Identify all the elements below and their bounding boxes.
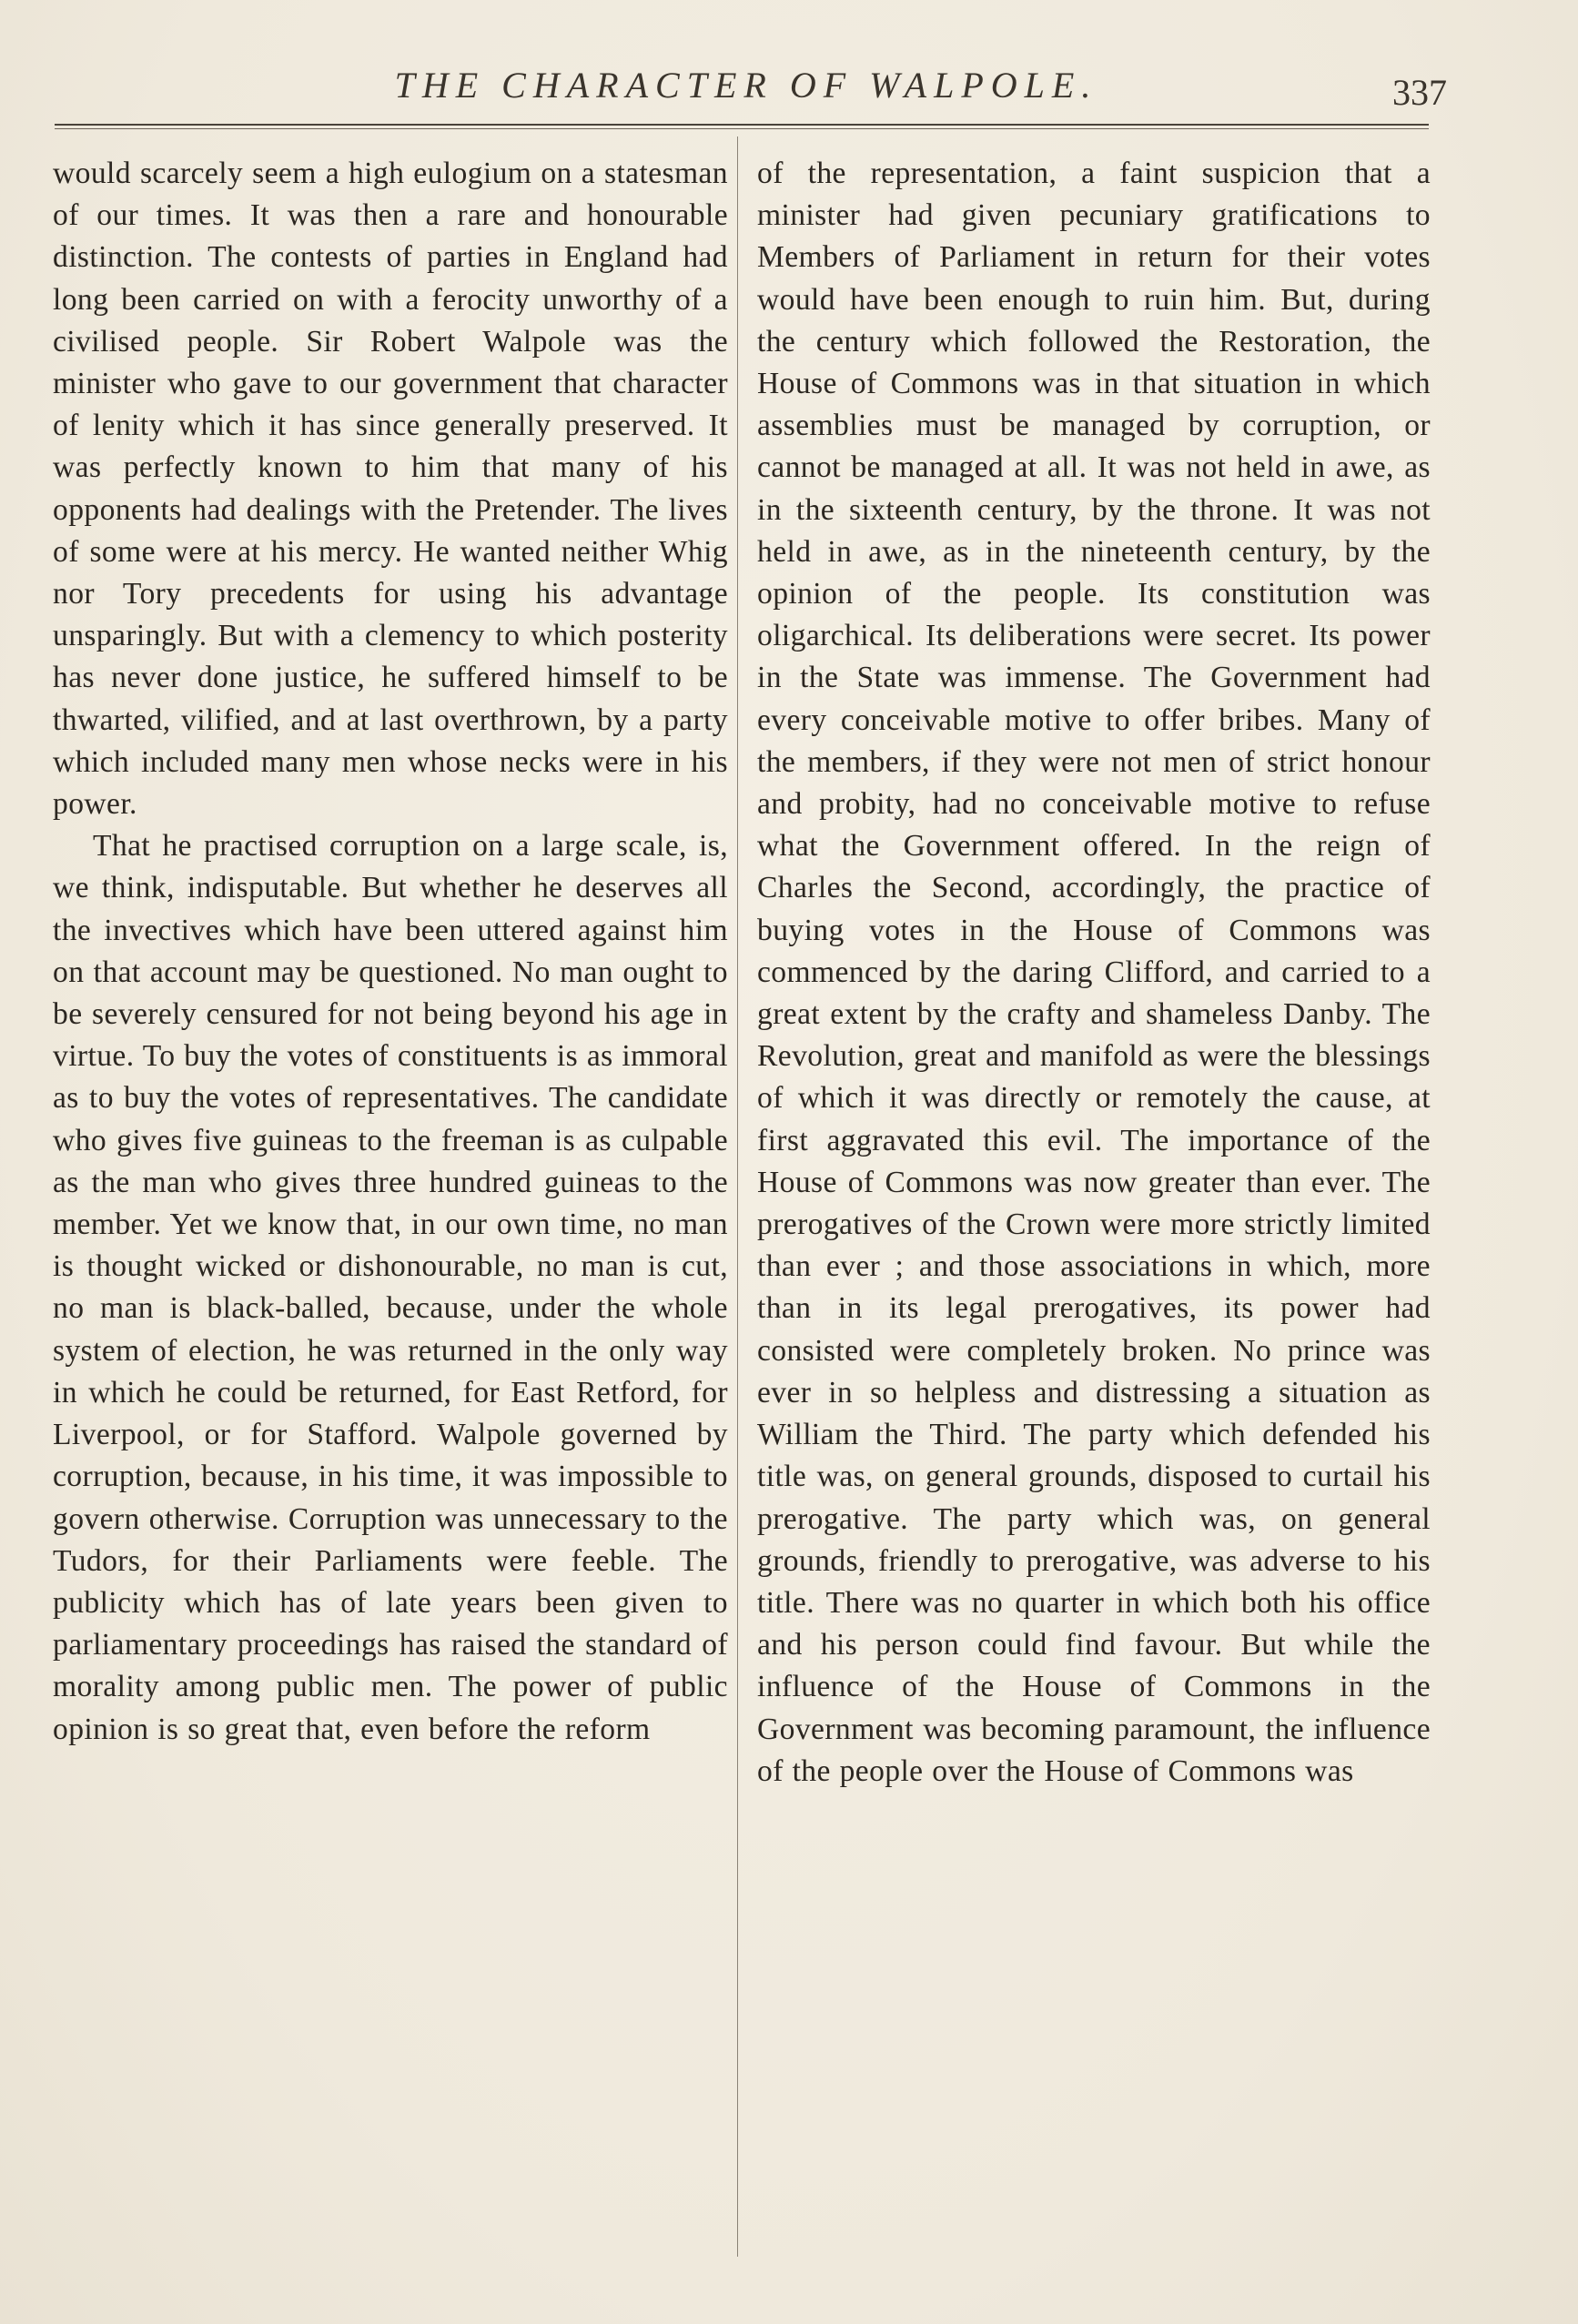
- header-rule-thin: [55, 128, 1429, 129]
- left-paragraph-corruption: That he practised corruption on a large scale, is, we think, indisputable. But whether he deserves all the invectives which have been uttered against him on that account may be questioned. No man ought to be severely censured for not being beyond his age in virtue. To buy the votes of constituents is as immoral as to buy the votes of representatives. The candidate who gives five guineas to the freeman is as culpable as the man who gives three hundred guineas to the member. Yet we know that, in our own time, no man is thought wicked or dishonourable, no man is cut, no man is black-balled, because, under the whole system of election, he was returned in the only way in which he could be returned, for East Retford, for Liverpool, or for Stafford. Walpole governed by corruption, because, in his time, it was impossible to govern otherwise. Corruption was unnecessary to the Tudors, for their Parliaments were feeble. The publicity which has of late years been given to parliamentary proceedings has raised the standard of morality among public men. The power of public opinion is so great that, even before the reform: [53, 829, 729, 1746]
- left-paragraph-continued: would scarcely seem a high eulogium on a statesman of our times. It was then a rare and honourable distinction. The contests of parties in England had long been carried on with a ferocity unworthy of a civilised people. Sir Robert Walpole was the minister who gave to our government that character of lenity which it has since generally preserved. It was perfectly known to him that many of his opponents had dealings with the Pretender. The lives of some were at his mercy. He wanted neither Whig nor Tory precedents for using his advantage unsparingly. But with a clemency to which posterity has never done justice, he suffered himself to be thwarted, vilified, and at last overthrown, by a party which included many men whose necks were in his power.: [53, 157, 728, 822]
- page-number: 337: [1392, 72, 1447, 113]
- running-title: THE CHARACTER OF WALPOLE.: [394, 65, 1098, 106]
- left-column: [53, 153, 728, 1751]
- right-paragraph-continued: of the representation, a faint suspicion that a minister had given pecuniary gratifications to Members of Parliament in return for their votes would have been enough to ruin him. But, during the century which followed the Restoration, the House of Commons was in that situation in which assemblies must be managed by corruption, or cannot be managed at all. It was not held in awe, as in the sixteenth century, by the throne. It was not held in awe, as in the nineteenth century, by the opinion of the people. Its constitution was oligarchical. Its deliberations were secret. Its power in the State was immense. The Government had every conceivable motive to offer bribes. Many of the members, if they were not men of strict honour and probity, had no conceivable motive to refuse what the Government offered. In the reign of Charles the Second, accordingly, the practice of buying votes in the House of Commons was commenced by the daring Clifford, and carried to a great extent by the crafty and shameless Danby. The Revolution, great and manifold as were the blessings of which it was directly or remotely the cause, at first aggravated this evil. The importance of the House of Commons was now greater than ever. The prerogatives of the Crown were more strictly limited than ever ; and those associations in which, more than in its legal prerogatives, its power had consisted were completely broken. No prince was ever in so helpless and distressing a situation as William the Third. The party which defended his title was, on general grounds, disposed to curtail his prerogative. The party which was, on general grounds, friendly to prerogative, was adverse to his title. There was no quarter in which both his office and his person could find favour. But while the influence of the House of Commons in the Government was becoming paramount, the influence of the people over the House of Commons was: [757, 157, 1431, 1788]
- column-divider: [737, 136, 738, 2257]
- right-column: [757, 153, 1431, 1793]
- header-rule: [55, 124, 1429, 126]
